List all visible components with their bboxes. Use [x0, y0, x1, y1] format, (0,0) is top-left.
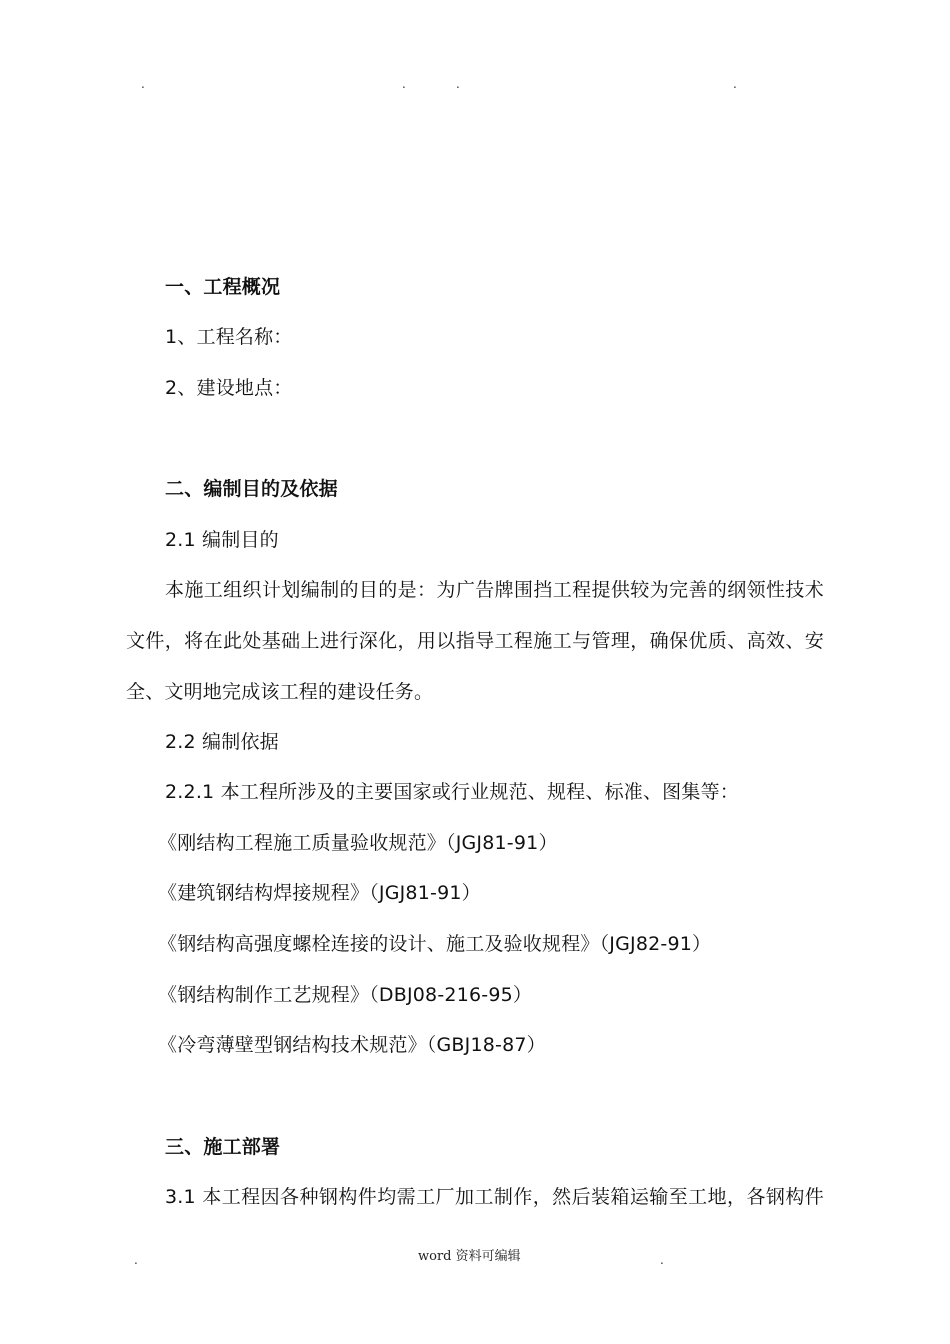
footer-text: word 资料可编辑 [418, 1249, 521, 1264]
construction-site-label: 2、建设地点： [165, 377, 293, 399]
header-dot-3: . [456, 77, 460, 91]
subsection-2-1-title: 2.1 编制目的 [165, 529, 279, 551]
subsection-2-2-1-title: 2.2.1 本工程所涉及的主要国家或行业规范、规程、标准、图集等： [165, 781, 739, 803]
subsection-2-2-title: 2.2 编制依据 [165, 731, 279, 753]
standard-item: 《冷弯薄壁型钢结构技术规范》（GBJ18-87） [158, 1034, 546, 1056]
purpose-paragraph-line-3: 全、文明地完成该工程的建设任务。 [126, 681, 434, 703]
footer-dot-left: . [134, 1253, 138, 1267]
standard-item: 《建筑钢结构焊接规程》（JGJ81-91） [158, 882, 481, 904]
purpose-paragraph-line-1: 本施工组织计划编制的目的是：为广告牌围挡工程提供较为完善的纲领性技术 [165, 579, 824, 601]
section-2-heading: 二、编制目的及依据 [165, 478, 338, 500]
standard-item: 《钢结构高强度螺栓连接的设计、施工及验收规程》（JGJ82-91） [158, 933, 712, 955]
standard-item: 《刚结构工程施工质量验收规范》（JGJ81-91） [158, 832, 558, 854]
project-name-label: 1、工程名称： [165, 326, 293, 348]
header-dot-1: . [141, 77, 145, 91]
section-3-heading: 三、施工部署 [165, 1136, 281, 1158]
purpose-paragraph-line-2: 文件，将在此处基础上进行深化，用以指导工程施工与管理，确保优质、高效、安 [126, 630, 824, 652]
section-1-heading: 一、工程概况 [165, 276, 281, 298]
deployment-paragraph-line-1: 3.1 本工程因各种钢构件均需工厂加工制作，然后装箱运输至工地，各钢构件 [165, 1186, 824, 1208]
standard-item: 《钢结构制作工艺规程》（DBJ08-216-95） [158, 984, 533, 1006]
header-dot-4: . [733, 77, 737, 91]
header-dot-2: . [402, 77, 406, 91]
footer-dot-right: . [660, 1253, 664, 1267]
